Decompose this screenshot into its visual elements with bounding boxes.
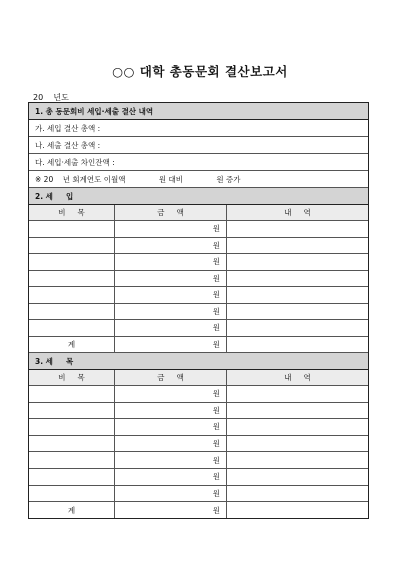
cell-detail [227,452,368,468]
section-2-heading-text: 2. 세 입 [35,191,74,201]
table-row [29,254,368,271]
revenue-total-line: 가. 세입 결산 총액 : [35,123,101,133]
cell-item [29,238,115,254]
cell-item [29,320,115,336]
column-header-amount: 금 액 [115,370,227,385]
cell-detail [227,469,368,485]
cell-amount: 원 [115,287,227,303]
cell-detail [227,403,368,419]
document-title: ○○ 대학 총동문회 결산보고서 [112,64,288,79]
table-row [29,386,368,403]
summary-line [29,171,368,188]
section-3-heading [29,353,368,370]
cell-detail [227,238,368,254]
cell-detail [227,287,368,303]
section-1-heading-text: 1. 총 동문회비 세입·세출 결산 내역 [35,106,154,116]
fiscal-year-label: 20 년도 [33,93,69,102]
section-2-heading [29,188,368,205]
cell-detail [227,254,368,270]
cell-amount: 원 [115,403,227,419]
cell-item [29,419,115,435]
cell-item [29,469,115,485]
cell-amount: 원 [115,419,227,435]
table-row [29,304,368,321]
cell-amount: 원 [115,502,227,518]
cell-total-label: 계 [29,337,115,353]
column-header-detail: 내 역 [284,373,311,382]
cell-item [29,403,115,419]
report-sheet [28,102,369,519]
table-row [29,287,368,304]
table-total-row [29,502,368,518]
cell-item [29,452,115,468]
summary-line [29,154,368,171]
summary-line [29,120,368,137]
cell-amount: 원 [115,254,227,270]
cell-item [29,271,115,287]
table-row [29,436,368,453]
cell-total-label: 계 [29,502,115,518]
section-3-heading-text: 3. 세 목 [35,356,74,366]
cell-amount: 원 [115,452,227,468]
table-row [29,221,368,238]
cell-detail [227,320,368,336]
table-row [29,469,368,486]
cell-item [29,486,115,502]
cell-detail [227,386,368,402]
cell-amount: 원 [115,436,227,452]
cell-amount: 원 [115,304,227,320]
column-header-amount: 금 액 [115,205,227,220]
carryover-line: ※ 20 년 회계연도 이월액 원 대비 원 증가 [35,174,241,184]
cell-detail [227,271,368,287]
cell-amount: 원 [115,337,227,353]
cell-detail [227,502,368,518]
table-row [29,320,368,337]
cell-item [29,436,115,452]
cell-amount: 원 [115,486,227,502]
cell-item [29,386,115,402]
cell-detail [227,337,368,353]
cell-item [29,221,115,237]
cell-amount: 원 [115,386,227,402]
table-row [29,403,368,420]
table-header-row [29,370,368,386]
table-row [29,419,368,436]
cell-detail [227,419,368,435]
column-header-item: 비 목 [29,205,115,220]
table-row [29,271,368,288]
cell-amount: 원 [115,221,227,237]
summary-line [29,137,368,154]
cell-detail [227,436,368,452]
cell-detail [227,221,368,237]
table-total-row [29,337,368,354]
table-header-row [29,205,368,221]
cell-detail [227,486,368,502]
table-row [29,452,368,469]
column-header-item: 비 목 [29,370,115,385]
balance-line: 다. 세입·세출 차인잔액 : [35,157,115,167]
cell-detail [227,304,368,320]
expenditure-total-line: 나. 세출 결산 총액 : [35,140,101,150]
cell-amount: 원 [115,320,227,336]
cell-item [29,304,115,320]
cell-item [29,287,115,303]
column-header-detail: 내 역 [284,208,311,217]
cell-amount: 원 [115,469,227,485]
cell-amount: 원 [115,238,227,254]
cell-item [29,254,115,270]
cell-amount: 원 [115,271,227,287]
table-row [29,238,368,255]
section-1-heading [29,103,368,120]
table-row [29,486,368,503]
